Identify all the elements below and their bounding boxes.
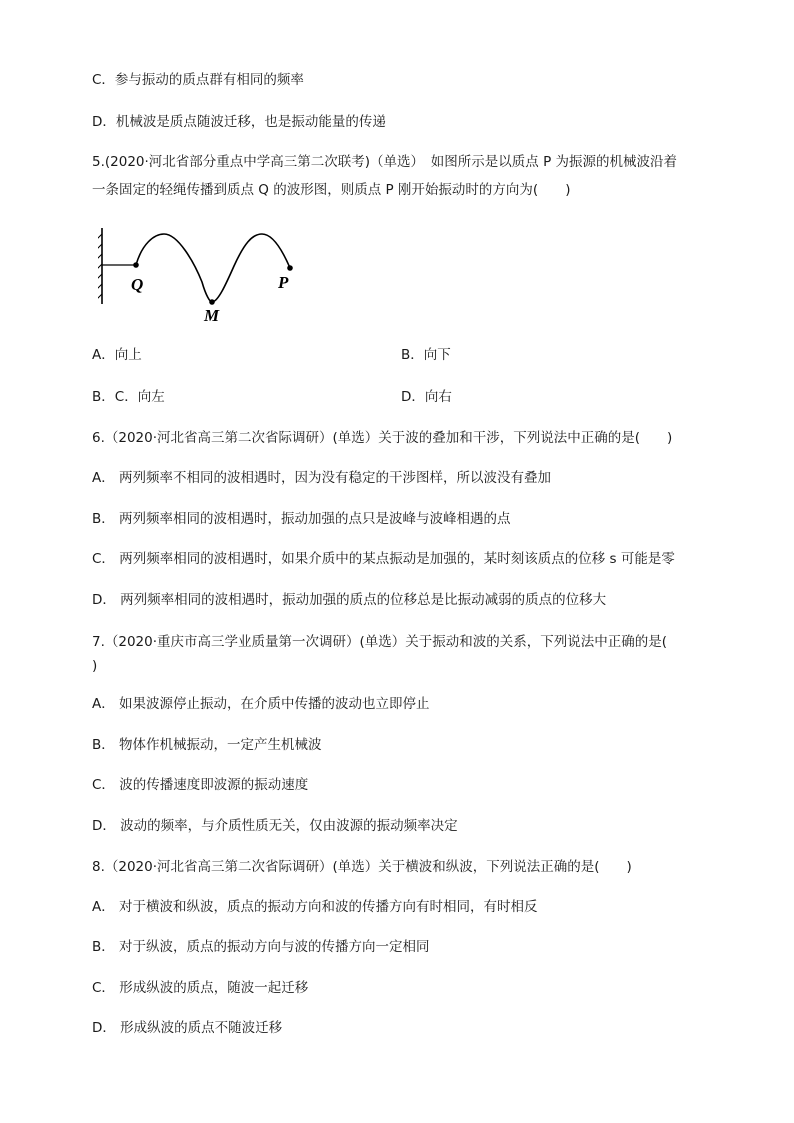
label-q: Q bbox=[131, 275, 144, 294]
q8-option-a[interactable]: A． 对于横波和纵波，质点的振动方向和波的传播方向有时相同，有时相反 bbox=[92, 899, 538, 915]
q6-stem: 6.（2020·河北省高三第二次省际调研）(单选）关于波的叠加和干涉，下列说法中正确的是( ) bbox=[92, 430, 673, 446]
q8-option-c[interactable]: C． 形成纵波的质点，随波一起迁移 bbox=[92, 980, 309, 996]
q5-option-b[interactable]: B．向下 bbox=[401, 347, 451, 363]
q8-option-d[interactable]: D． 形成纵波的质点不随波迁移 bbox=[92, 1020, 283, 1036]
q5-option-a[interactable]: A．向上 bbox=[92, 347, 142, 363]
q7-option-d[interactable]: D． 波动的频率，与介质性质无关，仅由波源的振动频率决定 bbox=[92, 818, 458, 834]
q6-option-a[interactable]: A． 两列频率不相同的波相遇时，因为没有稳定的干涉图样，所以波没有叠加 bbox=[92, 470, 552, 486]
q5-options-row1 bbox=[92, 345, 712, 365]
q6-option-b[interactable]: B． 两列频率相同的波相遇时，振动加强的点只是波峰与波峰相遇的点 bbox=[92, 511, 511, 527]
wave-figure bbox=[98, 224, 308, 334]
q6-option-d[interactable]: D． 两列频率相同的波相遇时，振动加强的质点的位移总是比振动减弱的质点的位移大 bbox=[92, 592, 607, 608]
point-p bbox=[287, 265, 293, 271]
prev-option-d: D．机械波是质点随波迁移，也是振动能量的传递 bbox=[92, 114, 386, 130]
q7-stem-line1: 7.（2020·重庆市高三学业质量第一次调研）(单选）关于振动和波的关系，下列说法中正确的是( bbox=[92, 634, 668, 650]
q8-stem: 8.（2020·河北省高三第二次省际调研）(单选）关于横波和纵波，下列说法正确的是( ) bbox=[92, 859, 632, 875]
point-m bbox=[209, 299, 215, 305]
q7-option-c[interactable]: C． 波的传播速度即波源的振动速度 bbox=[92, 777, 309, 793]
q5-stem-line2: 一条固定的轻绳传播到质点 Q 的波形图，则质点 P 刚开始振动时的方向为( ) bbox=[92, 182, 571, 198]
q7-option-a[interactable]: A． 如果波源停止振动，在介质中传播的波动也立即停止 bbox=[92, 696, 430, 712]
label-p: P bbox=[278, 273, 289, 292]
q5-option-c[interactable]: B．C．向左 bbox=[92, 389, 165, 405]
wave-curve bbox=[136, 234, 290, 302]
q7-option-b[interactable]: B． 物体作机械振动，一定产生机械波 bbox=[92, 737, 322, 753]
q5-options-row2 bbox=[92, 387, 712, 407]
label-m: M bbox=[204, 306, 220, 325]
q8-option-b[interactable]: B． 对于纵波，质点的振动方向与波的传播方向一定相同 bbox=[92, 939, 430, 955]
q6-option-c[interactable]: C． 两列频率相同的波相遇时，如果介质中的某点振动是加强的，某时刻该质点的位移 s 可能是零 bbox=[92, 551, 675, 567]
prev-option-c: C．参与振动的质点群有相同的频率 bbox=[92, 72, 304, 88]
point-q bbox=[133, 262, 139, 268]
q7-stem-line2: ) bbox=[92, 658, 98, 674]
q5-option-d[interactable]: D．向右 bbox=[401, 389, 452, 405]
q5-stem-line1: 5.(2020·河北省部分重点中学高三第二次联考)（单选） 如图所示是以质点 P 为振源的机械波沿着 bbox=[92, 154, 678, 170]
